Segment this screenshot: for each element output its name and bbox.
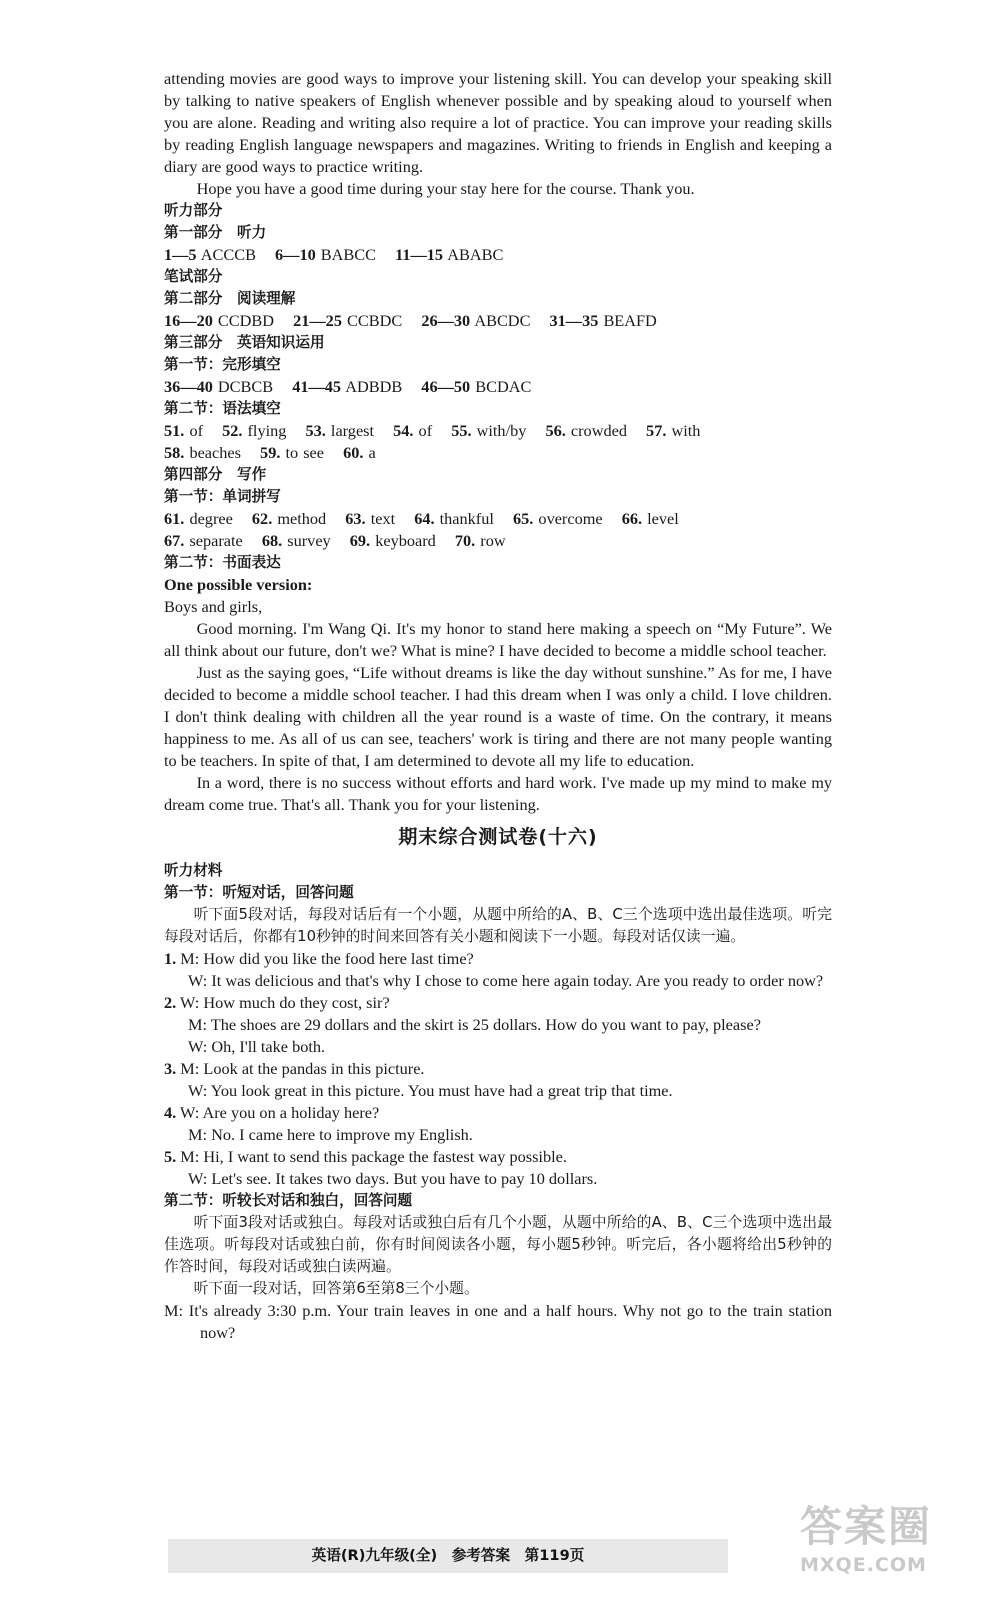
answer-range: 16—20 xyxy=(164,311,213,330)
section2-instructions: 听下面3段对话或独白。每段对话或独白后有几个小题，从题中所给的A、B、C三个选项中选出最佳选项。听每段对话或独白前，你有时间阅读各小题，每小题5秒钟。听完后，各小题将给出5秒钟的作答时间，每段对话或独白读两遍。 xyxy=(164,1214,832,1275)
page-footer: 英语(R)九年级(全) 参考答案 第119页 xyxy=(168,1539,728,1573)
part3-heading: 第三部分 英语知识运用 xyxy=(164,334,325,351)
section1-heading: 第一节：听短对话，回答问题 xyxy=(164,884,354,901)
spelling-heading: 第一节：单词拼写 xyxy=(164,488,281,505)
answer-value: BEAFD xyxy=(603,311,657,330)
answer-range: 1—5 xyxy=(164,245,197,264)
dialogue-3: 3. M: Look at the pandas in this picture. W: You look great in this picture. You must have had a great trip that time. xyxy=(164,1059,673,1100)
answer-range: 6—10 xyxy=(275,245,316,264)
answer-range: 21—25 xyxy=(293,311,342,330)
answer-value: ACCCB xyxy=(200,245,256,264)
material-heading: 听力材料 xyxy=(164,862,223,879)
dialogue-1: 1. M: How did you like the food here last time? W: It was delicious and that's why I chose to come here again today. Are you ready to order now? xyxy=(164,949,824,990)
answer-value: ADBDB xyxy=(345,377,403,396)
dialogue-line: M: It's already 3:30 p.m. Your train leaves in one and a half hours. Why not go to the train station now? xyxy=(164,1301,832,1342)
page-content xyxy=(164,68,832,1344)
watermark-logo: 答案圈 MXQE.COM xyxy=(800,1502,933,1576)
dialogue-2: 2. W: How much do they cost, sir? M: The shoes are 29 dollars and the skirt is 25 dollars. How do you want to pay, please? W: Oh, I'll take both. xyxy=(164,993,761,1056)
cloze-answers xyxy=(164,376,832,398)
part2-heading: 第二部分 阅读理解 xyxy=(164,290,296,307)
answer-value: CCDBD xyxy=(217,311,275,330)
essay-paragraph: In a word, there is no success without efforts and hard work. I've made up my mind to make my dream come true. That's all. Thank you for your listening. xyxy=(164,773,832,814)
answer-value: BCDAC xyxy=(475,377,532,396)
part1-answers xyxy=(164,244,832,266)
part1-heading: 第一部分 听力 xyxy=(164,224,267,241)
spelling-answers-row1: 61. degree 62. method 63. text 64. thankful 65. overcome 66. level xyxy=(164,509,679,528)
spelling-answers-row2: 67. separate 68. survey 69. keyboard 70. row xyxy=(164,531,506,550)
answer-range: 36—40 xyxy=(164,377,213,396)
essay-greeting: Boys and girls, xyxy=(164,597,263,616)
part2-answers xyxy=(164,310,832,332)
cloze-heading: 第一节：完形填空 xyxy=(164,356,281,373)
answer-value: CCBDC xyxy=(347,311,403,330)
answer-value: DCBCB xyxy=(217,377,274,396)
dialogue-5: 5. M: Hi, I want to send this package the fastest way possible. W: Let's see. It takes two days. But you have to pay 10 dollars. xyxy=(164,1147,598,1188)
section1-instructions: 听下面5段对话，每段对话后有一个小题，从题中所给的A、B、C三个选项中选出最佳选项。听完每段对话后，你都有10秒钟的时间来回答有关小题和阅读下一小题。每段对话仅读一遍。 xyxy=(164,906,832,945)
answer-range: 26—30 xyxy=(421,311,471,330)
section2-subinstructions: 听下面一段对话，回答第6至第8三个小题。 xyxy=(193,1280,479,1297)
section2-heading: 第二节：听较长对话和独白，回答问题 xyxy=(164,1192,413,1209)
answer-range: 11—15 xyxy=(395,245,444,264)
answer-range: 31—35 xyxy=(549,311,599,330)
grammar-heading: 第二节：语法填空 xyxy=(164,400,281,417)
intro-closing: Hope you have a good time during your stay here for the course. Thank you. xyxy=(196,179,695,198)
intro-paragraph: attending movies are good ways to improve your listening skill. You can develop your speaking skill by talking to native speakers of English whenever possible and by speaking aloud to yourself when you are alone. Reading and writing also require a lot of practice. You can improve your reading skills by reading English language newspapers and magazines. Writing to friends in English and keeping a diary are good ways to practice writing. xyxy=(164,69,832,176)
grammar-answers-row1: 51. of 52. flying 53. largest 54. of 55. with/by 56. crowded 57. with xyxy=(164,421,701,440)
exam-title: 期末综合测试卷(十六) xyxy=(398,826,598,848)
essay-paragraph: Just as the saying goes, “Life without dreams is like the day without sunshine.” As for me, I have decided to become a middle school teacher. I had this dream when I was only a child. I love children. I don't think dealing with children all the year round is a waste of time. On the contrary, it means happiness to me. As all of us can see, teachers' work is tiring and there are not many people wanting to be teachers. In spite of that, I am determined to devote all my life to education. xyxy=(164,663,832,770)
part4-heading: 第四部分 写作 xyxy=(164,466,267,483)
answer-value: ABABC xyxy=(447,245,504,264)
essay-paragraph: Good morning. I'm Wang Qi. It's my honor to stand here making a speech on “My Future”. We all think about our future, don't we? What is mine? I have decided to become a middle school teacher. xyxy=(164,619,832,660)
written-heading: 笔试部分 xyxy=(164,268,223,285)
answer-value: ABCDC xyxy=(474,311,531,330)
grammar-answers-row2: 58. beaches 59. to see 60. a xyxy=(164,443,376,462)
answer-range: 41—45 xyxy=(292,377,342,396)
listening-heading: 听力部分 xyxy=(164,202,223,219)
writing-heading: 第二节：书面表达 xyxy=(164,554,281,571)
answer-range: 46—50 xyxy=(421,377,471,396)
dialogue-4: 4. W: Are you on a holiday here? M: No. I came here to improve my English. xyxy=(164,1103,473,1144)
version-label: One possible version: xyxy=(164,575,313,594)
answer-value: BABCC xyxy=(320,245,376,264)
